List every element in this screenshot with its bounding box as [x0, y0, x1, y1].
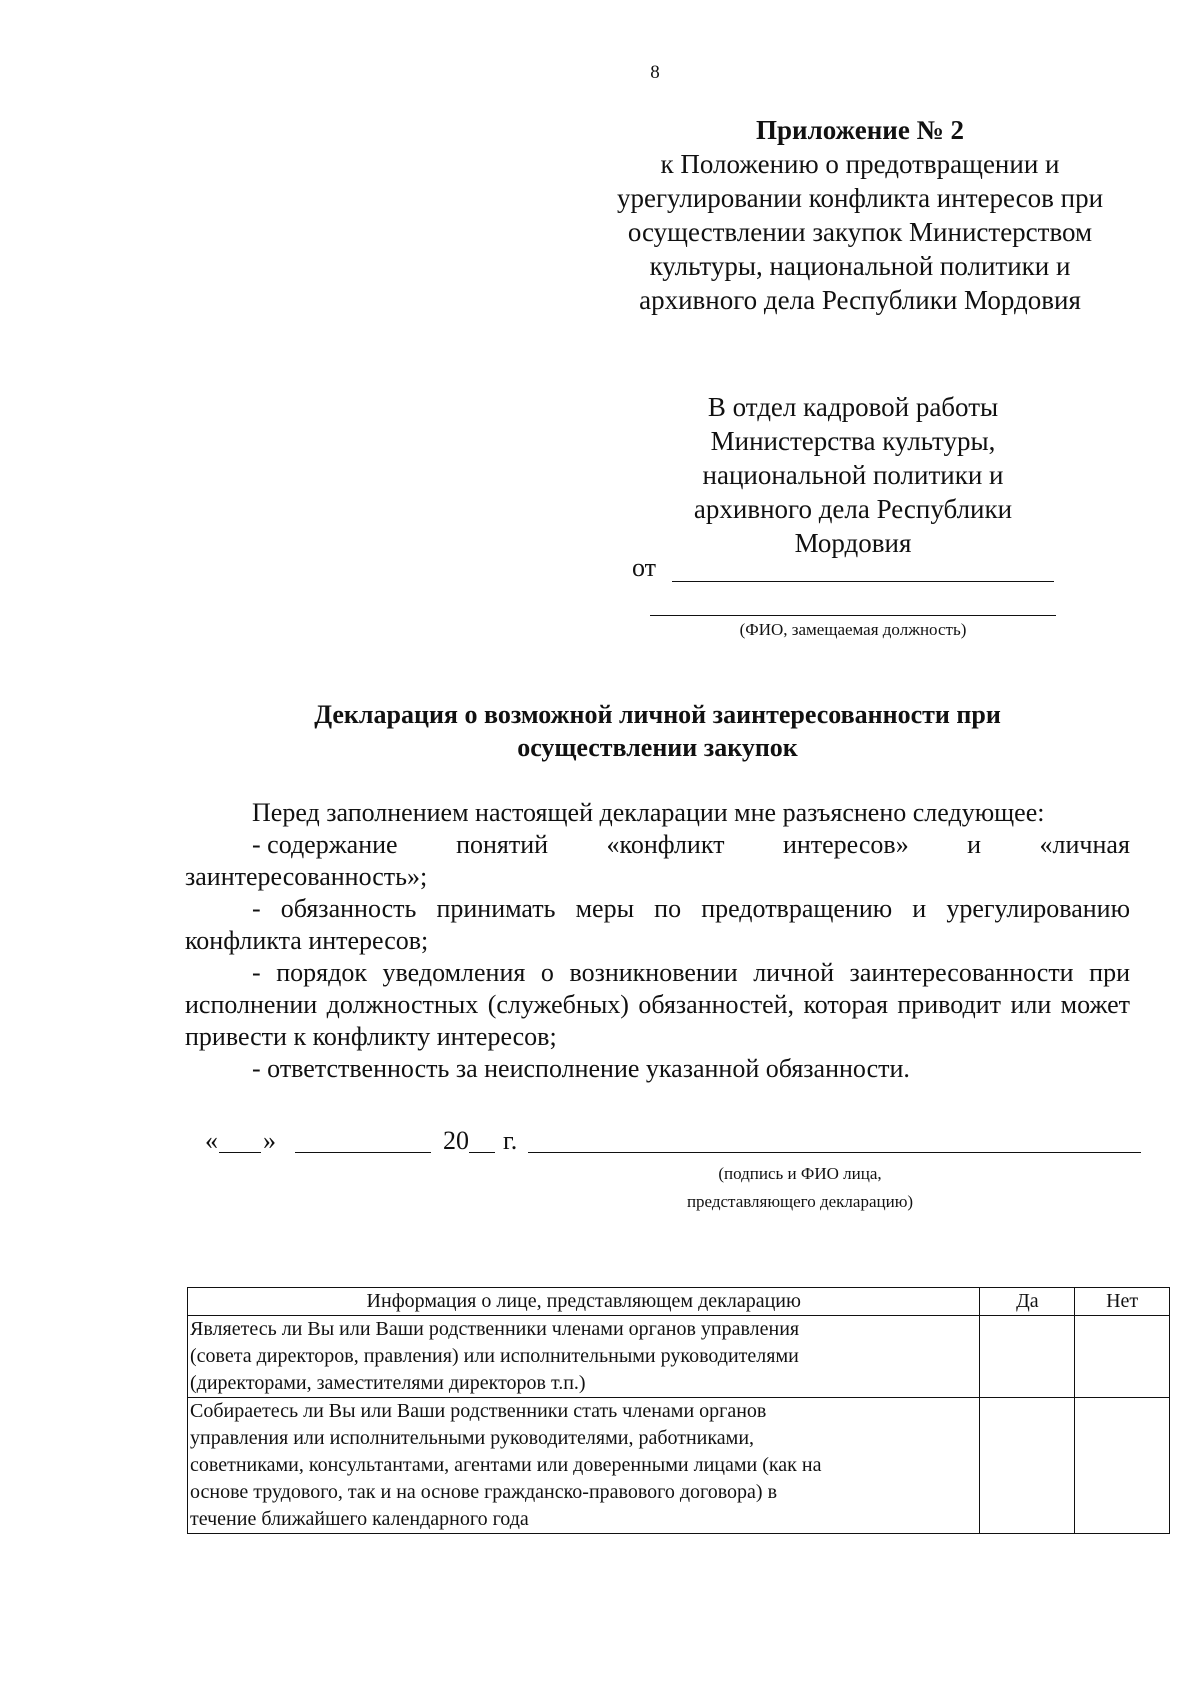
item1-first-line [185, 829, 1130, 861]
appendix-line: архивного дела Республики Мордовия [639, 285, 1081, 315]
appendix-line: урегулировании конфликта интересов при [616, 183, 1104, 213]
addressee-block [648, 390, 1058, 560]
appendix-line: культуры, национальной политики и [649, 251, 1071, 281]
item1-word: «личная [1039, 830, 1130, 859]
year-suffix: г. [503, 1126, 518, 1155]
no-cell[interactable] [1075, 1398, 1170, 1534]
item1-word: - содержание [252, 830, 398, 859]
item2-paragraph: - обязанность принимать меры по предотвращению и урегулированию конфликта интересов; [185, 894, 1130, 955]
declaration-title [185, 698, 1130, 764]
year-fill-line[interactable] [469, 1152, 495, 1153]
item1-word: интересов» [782, 830, 909, 859]
addressee-line: архивного дела Республики [693, 494, 1013, 524]
from-caption: (ФИО, замещаемая должность) [739, 620, 967, 639]
addressee-line: Министерства культуры, [710, 426, 996, 456]
question-cell [188, 1398, 980, 1534]
signature-caption-line: представляющего декларацию) [686, 1192, 914, 1211]
header-yes: Да [980, 1288, 1075, 1316]
open-quote: « [205, 1126, 218, 1155]
from-label: от [632, 553, 657, 582]
header-no: Нет [1075, 1288, 1170, 1316]
item1-word: понятий [456, 830, 549, 859]
table-row [188, 1398, 1170, 1534]
question-line: (совета директоров, правления) или исполнительными руководителями [190, 1345, 799, 1367]
info-table [187, 1287, 1170, 1534]
appendix-line: осуществлении закупок Министерством [627, 217, 1093, 247]
item1-word: и [967, 830, 982, 859]
from-fill-line[interactable] [672, 581, 1054, 582]
question-line: течение ближайшего календарного года [190, 1508, 529, 1530]
table-row [188, 1316, 1170, 1398]
from-fill-line-2[interactable] [650, 615, 1056, 616]
appendix-heading: Приложение № 2 [756, 115, 964, 145]
question-line: Являетесь ли Вы или Ваши родственники членами органов управления [190, 1318, 800, 1340]
intro-paragraph: Перед заполнением настоящей декларации мне разъяснено следующее: [252, 798, 1045, 827]
close-quote: » [263, 1126, 276, 1155]
signature-caption [620, 1160, 980, 1216]
question-line: (директорами, заместителями директоров т.п.) [190, 1372, 586, 1394]
no-cell[interactable] [1075, 1316, 1170, 1398]
year-prefix: 20 [443, 1126, 469, 1155]
addressee-line: В отдел кадровой работы [707, 392, 999, 422]
signature-caption-line: (подпись и ФИО лица, [718, 1164, 882, 1183]
question-line: основе трудового, так и на основе гражданско-правового договора) в [190, 1481, 778, 1503]
question-line: управления или исполнительными руководителями, работниками, [190, 1427, 755, 1449]
header-info: Информация о лице, представляющем декларацию [188, 1288, 980, 1316]
question-cell [188, 1316, 980, 1398]
item1-word: «конфликт [606, 830, 725, 859]
month-fill-line[interactable] [295, 1152, 431, 1153]
appendix-line: к Положению о предотвращении и [660, 149, 1060, 179]
page-number: 8 [650, 62, 660, 83]
item3-paragraph: - порядок уведомления о возникновении личной заинтересованности при исполнении должностных (служебных) обязанностей, которая приводит или может привести к конфликту интересов; [185, 958, 1130, 1051]
signature-fill-line[interactable] [528, 1152, 1141, 1153]
yes-cell[interactable] [980, 1398, 1075, 1534]
table-header-row [188, 1288, 1170, 1316]
question-line: Собираетесь ли Вы или Ваши родственники стать членами органов [190, 1400, 767, 1422]
yes-cell[interactable] [980, 1316, 1075, 1398]
item4-paragraph: - ответственность за неисполнение указанной обязанности. [252, 1054, 910, 1083]
addressee-line: Мордовия [794, 528, 912, 558]
item1-continuation: заинтересованность»; [185, 862, 428, 891]
question-line: советниками, консультантами, агентами или доверенными лицами (как на [190, 1454, 822, 1476]
addressee-line: национальной политики и [702, 460, 1004, 490]
declaration-body [185, 797, 1130, 1085]
title-line: осуществлении закупок [517, 733, 798, 762]
appendix-block [600, 113, 1120, 317]
day-fill-line[interactable] [219, 1152, 261, 1153]
title-line: Декларация о возможной личной заинтересованности при [314, 700, 1001, 729]
